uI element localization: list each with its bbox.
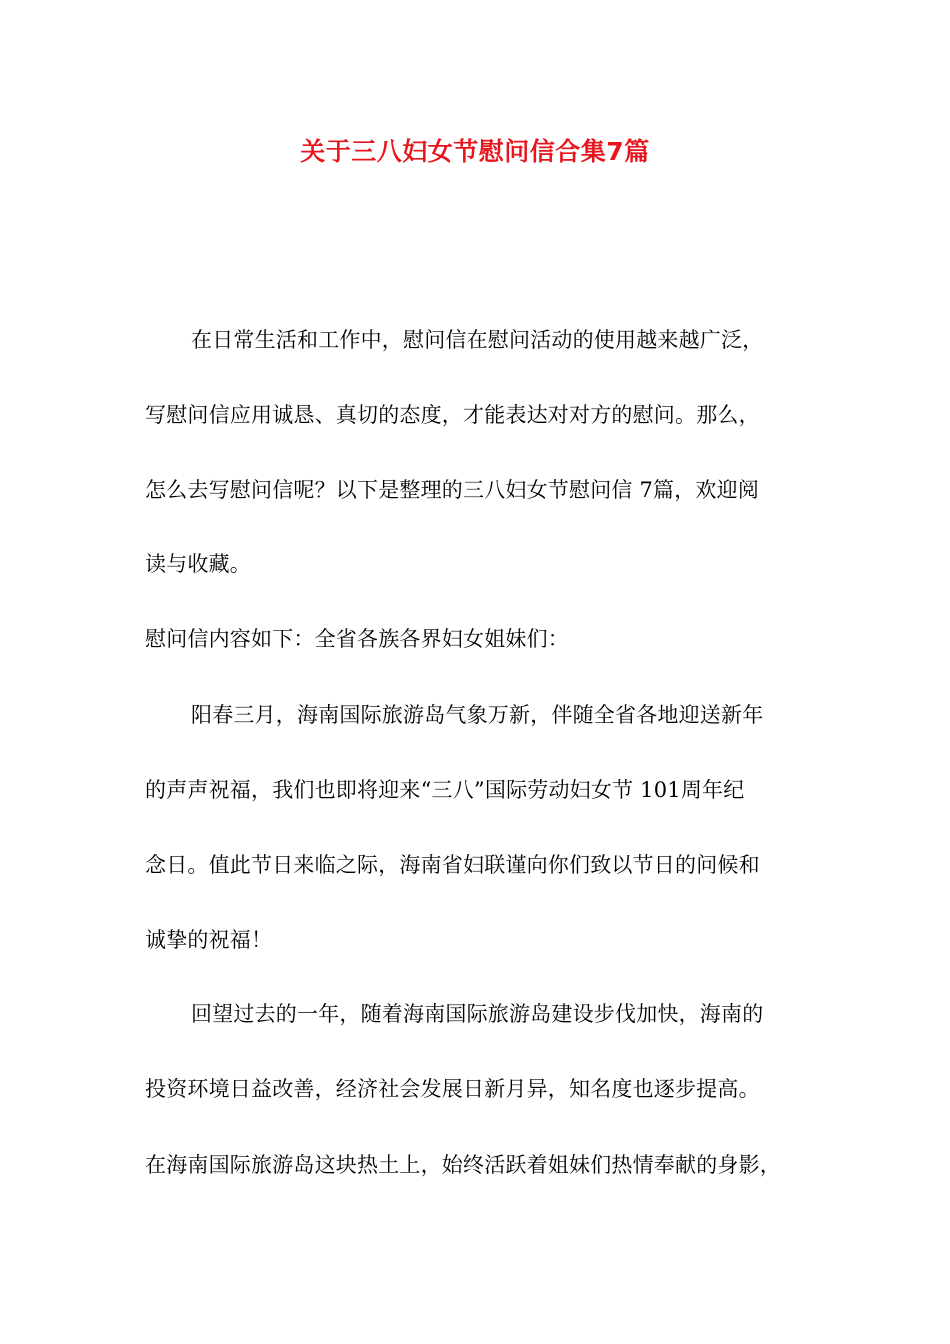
- paragraph-line: 怎么去写慰问信呢？以下是整理的三八妇女节慰问信 7篇，欢迎阅: [145, 478, 760, 502]
- paragraph-line: 写慰问信应用诚恳、真切的态度，才能表达对对方的慰问。那么，: [145, 403, 760, 427]
- paragraph-line: 在海南国际旅游岛这块热土上，始终活跃着姐妹们热情奉献的身影，: [145, 1153, 781, 1177]
- paragraph-line: 回望过去的一年，随着海南国际旅游岛建设步伐加快，海南的: [191, 1002, 764, 1026]
- paragraph-line: 读与收藏。: [145, 552, 251, 576]
- paragraph-line: 投资环境日益改善，经济社会发展日新月异，知名度也逐步提高。: [145, 1077, 760, 1101]
- paragraph-line: 诚挚的祝福！: [145, 928, 273, 952]
- paragraph-line: 念日。值此节日来临之际，海南省妇联谨向你们致以节日的问候和: [145, 853, 760, 877]
- document-title: 关于三八妇女节慰问信合集7篇: [300, 137, 650, 166]
- paragraph-line: 阳春三月，海南国际旅游岛气象万新，伴随全省各地迎送新年: [191, 703, 764, 727]
- paragraph-line: 慰问信内容如下：全省各族各界妇女姐妹们：: [145, 627, 569, 651]
- paragraph-line: 的声声祝福，我们也即将迎来“三八”国际劳动妇女节 101周年纪: [145, 778, 745, 802]
- paragraph-line: 在日常生活和工作中，慰问信在慰问活动的使用越来越广泛，: [191, 328, 764, 352]
